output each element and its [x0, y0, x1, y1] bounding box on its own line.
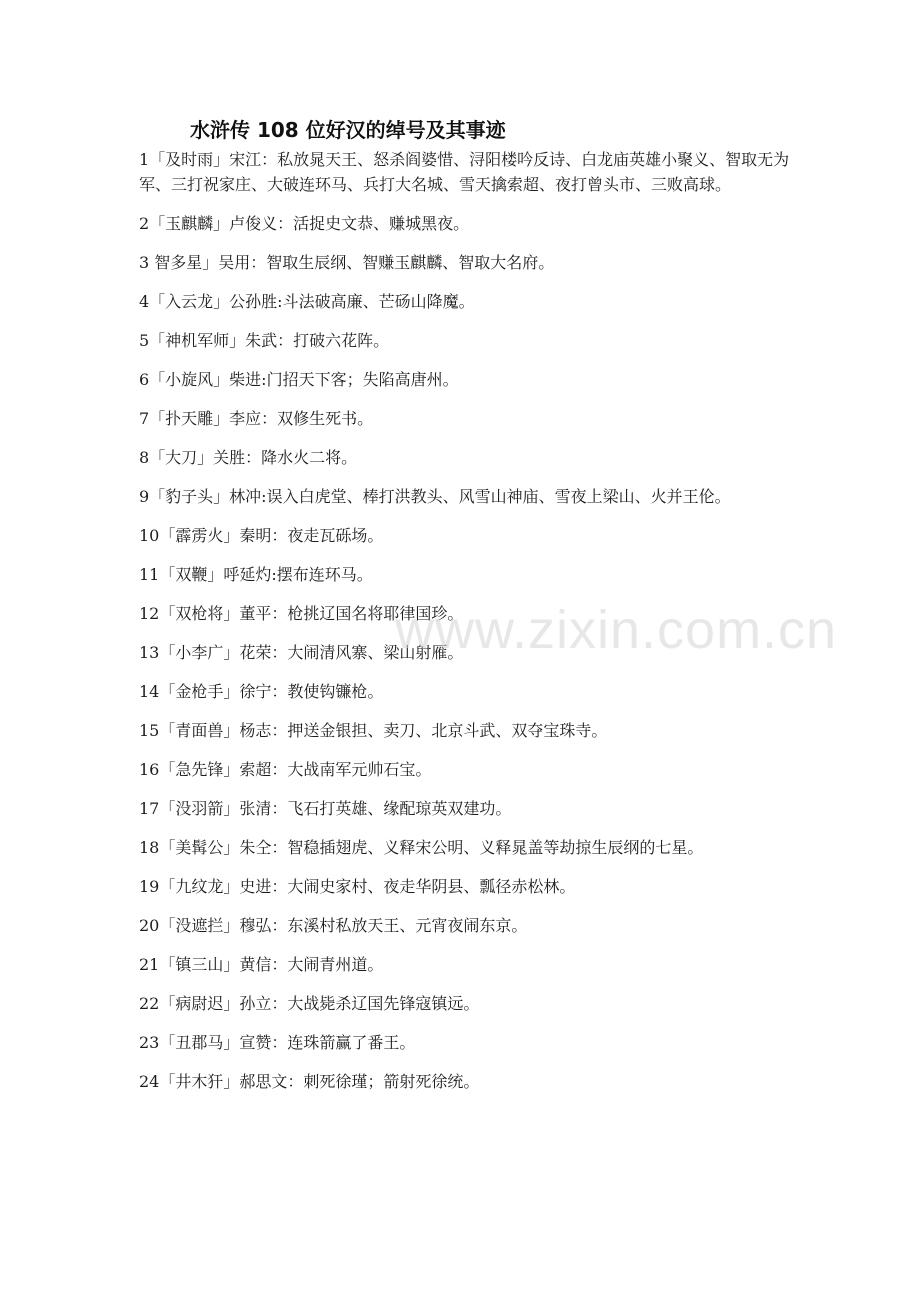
list-item: 1「及时雨」宋江：私放晁天王、怒杀阎婆惜、浔阳楼吟反诗、白龙庙英雄小聚义、智取无为军、三打祝家庄、大破连环马、兵打大名城、雪天擒索超、夜打曾头市、三败高球。	[139, 150, 790, 194]
list-item: 4「入云龙」公孙胜:斗法破高廉、芒砀山降魔。	[139, 291, 475, 311]
list-item: 11「双鞭」呼延灼:摆布连环马。	[139, 564, 373, 584]
list-item: 12「双枪将」董平：枪挑辽国名将耶律国珍。	[139, 603, 464, 623]
list-item: 21「镇三山」黄信：大闹青州道。	[139, 954, 384, 974]
list-item: 10「霹雳火」秦明：夜走瓦砾场。	[139, 525, 384, 545]
list-item: 22「病尉迟」孙立：大战毙杀辽国先锋寇镇远。	[139, 993, 480, 1013]
list-item: 20「没遮拦」穆弘：东溪村私放天王、元宵夜闹东京。	[139, 915, 528, 935]
list-item: 6「小旋风」柴进:门招天下客；失陷高唐州。	[139, 369, 459, 389]
list-item: 5「神机军师」朱武：打破六花阵。	[139, 330, 390, 350]
watermark: www.zixin.com.cn	[395, 600, 838, 660]
list-item: 2「玉麒麟」卢俊义：活捉史文恭、赚城黑夜。	[139, 213, 470, 233]
list-item: 13「小李广」花荣：大闹清风寨、梁山射雁。	[139, 642, 464, 662]
document-title: 水浒传 108 位好汉的绰号及其事迹	[190, 118, 506, 142]
list-item: 24「井木犴」郝思文：刺死徐瑾；箭射死徐统。	[139, 1071, 480, 1091]
list-item: 8「大刀」关胜：降水火二将。	[139, 447, 358, 467]
list-item: 16「急先锋」索超：大战南军元帅石宝。	[139, 759, 432, 779]
list-item: 23「丑郡马」宣赞：连珠箭赢了番王。	[139, 1032, 416, 1052]
list-item: 17「没羽箭」张清：飞石打英雄、缘配琼英双建功。	[139, 798, 512, 818]
list-item: 18「美髯公」朱仝：智稳插翅虎、义释宋公明、义释晁盖等劫掠生辰纲的七星。	[139, 837, 704, 857]
list-item: 14「金枪手」徐宁：教使钩镰枪。	[139, 681, 384, 701]
entry-list	[139, 148, 799, 1109]
list-item: 9「豹子头」林冲:误入白虎堂、棒打洪教头、风雪山神庙、雪夜上梁山、火并王伦。	[139, 486, 731, 506]
list-item: 15「青面兽」杨志：押送金银担、卖刀、北京斗武、双夺宝珠寺。	[139, 720, 608, 740]
list-item: 19「九纹龙」史进：大闹史家村、夜走华阴县、瓢径赤松林。	[139, 876, 576, 896]
list-item: 7「扑天雕」李应：双修生死书。	[139, 408, 374, 428]
list-item: 3 智多星」吴用：智取生辰纲、智赚玉麒麟、智取大名府。	[139, 252, 555, 272]
